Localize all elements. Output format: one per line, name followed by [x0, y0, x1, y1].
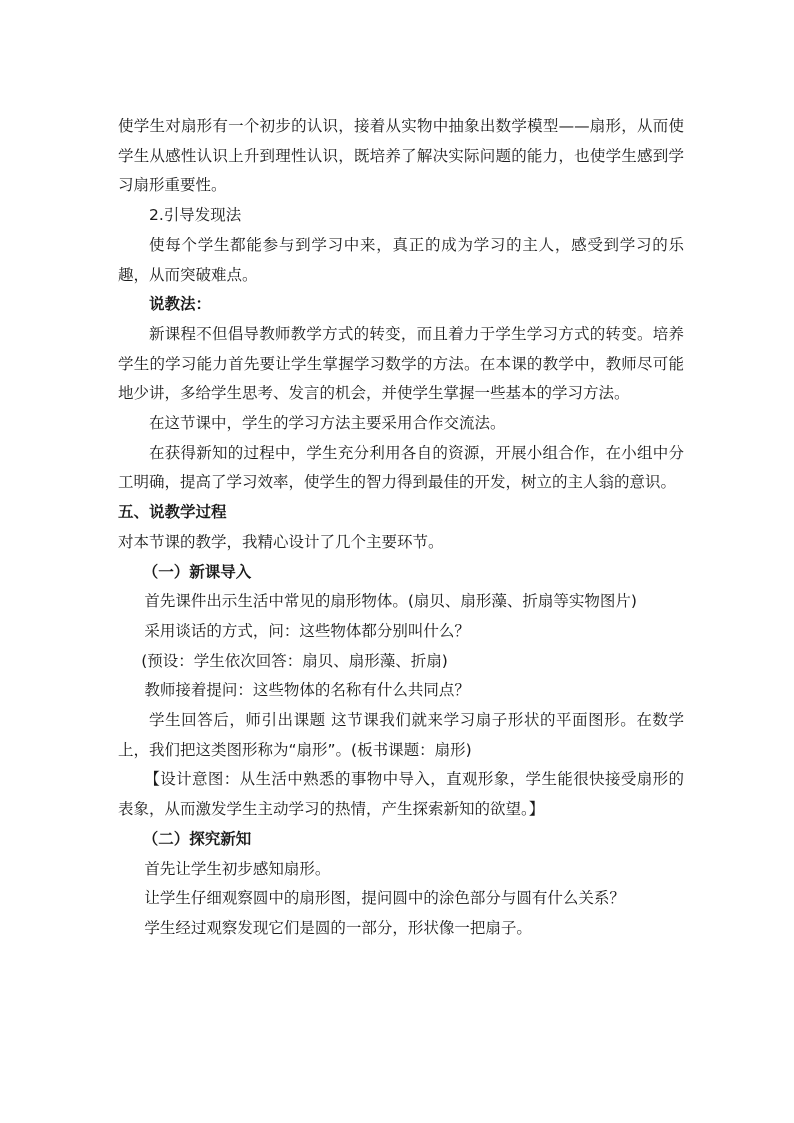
paragraph: 采用谈话的方式，问：这些物体都分别叫什么？	[144, 621, 470, 640]
paragraph: 在获得新知的过程中，学生充分利用各自的资源，开展小组合作，在小组中分工明确，提高了学习效率，使学生的智力得到最佳的开发，树立的主人翁的意识。	[118, 443, 684, 492]
paragraph: 2.引导发现法	[149, 206, 242, 225]
paragraph: 对本节课的教学，我精心设计了几个主要环节。	[118, 532, 444, 551]
paragraph: 教师接着提问：这些物体的名称有什么共同点？	[144, 681, 470, 700]
design-intent-note: 【设计意图：从生活中熟悉的事物中导入，直观形象，学生能很快接受扇形的表象，从而激发学生主动学习的热情，产生探索新知的欲望。】	[118, 770, 684, 819]
document-body	[118, 112, 684, 944]
paragraph: 在这节课中，学生的学习方法主要采用合作交流法。	[149, 414, 506, 433]
paragraph: 首先课件出示生活中常见的扇形物体。(扇贝、扇形藻、折扇等实物图片)	[144, 592, 637, 611]
subsection-heading: （二）探究新知	[142, 829, 252, 848]
paragraph: 学生回答后，师引出课题 这节课我们就来学习扇子形状的平面图形。在数学上，我们把这类图形称为“扇形”。(板书课题：扇形)	[118, 711, 684, 759]
paragraph: 让学生仔细观察圆中的扇形图，提问圆中的涂色部分与圆有什么关系？	[144, 889, 625, 908]
paragraph: 首先让学生初步感知扇形。	[144, 859, 331, 878]
paragraph: 新课程不但倡导教师教学方式的转变，而且着力于学生学习方式的转变。培养学生的学习能力首先要让学生掌握学习数学的方法。在本课的教学中，教师尽可能地少讲，多给学生思考、发言的机会，并使学生掌握一些基本的学习方法。	[118, 324, 684, 403]
paragraph: 使学生对扇形有一个初步的认识，接着从实物中抽象出数学模型——扇形，从而使学生从感性认识上升到理性认识，既培养了解决实际问题的能力，也使学生感到学习扇形重要性。	[118, 117, 684, 195]
paragraph: (预设：学生依次回答：扇贝、扇形藻、折扇)	[141, 651, 448, 670]
paragraph: 学生经过观察发现它们是圆的一部分，形状像一把扇子。	[144, 918, 532, 937]
paragraph: 使每个学生都能参与到学习中来，真正的成为学习的主人，感受到学习的乐趣，从而突破难点。	[118, 235, 684, 284]
section-subheading: 说教法：	[149, 295, 212, 314]
section-heading: 五、说教学过程	[118, 503, 227, 522]
subsection-heading: （一）新课导入	[142, 562, 252, 581]
